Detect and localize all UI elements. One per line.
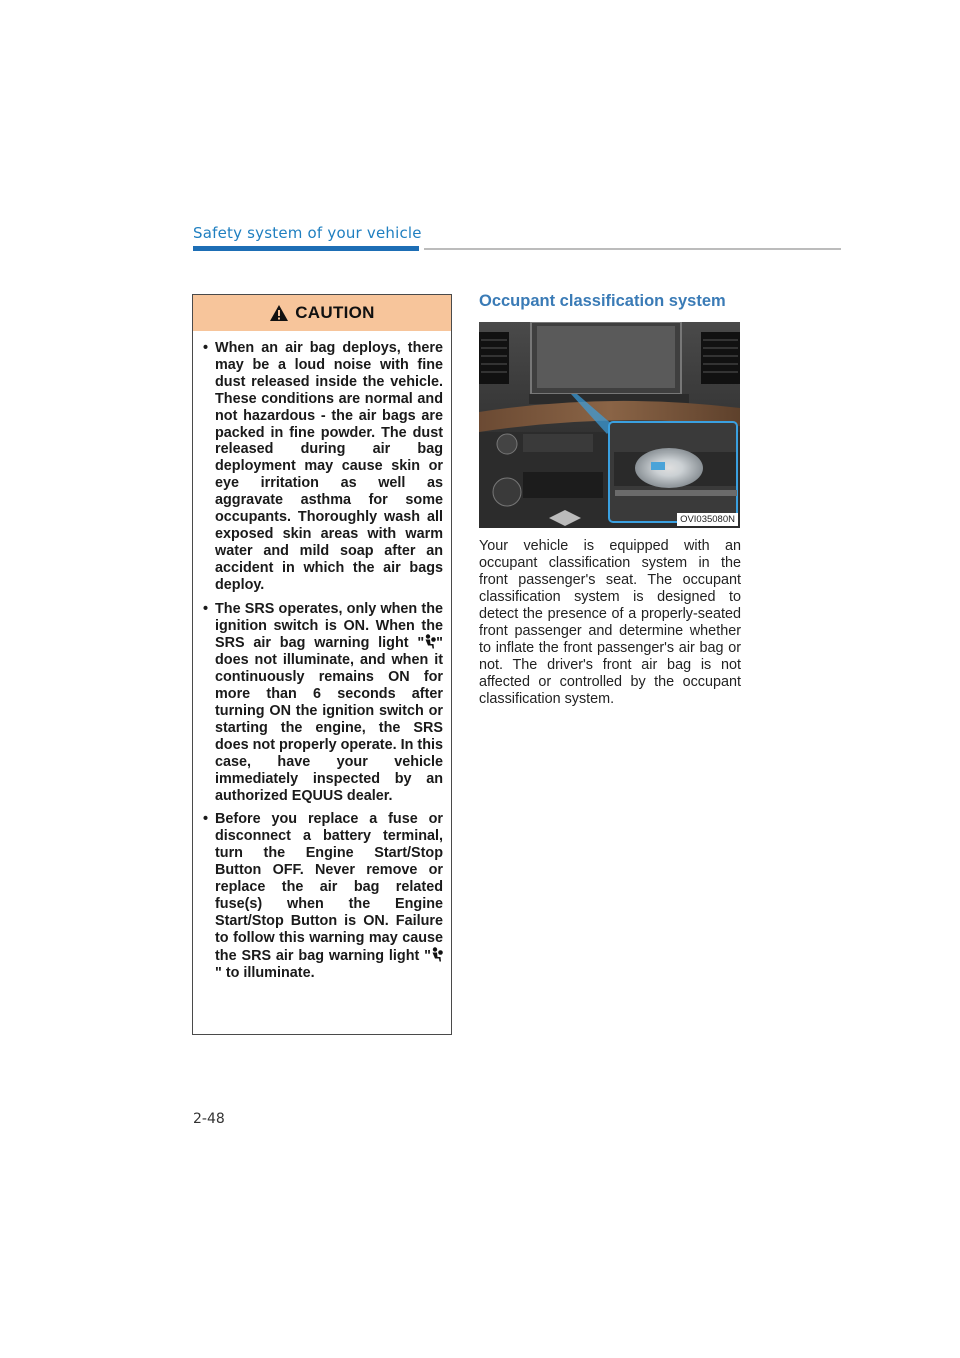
caution-item: • The SRS operates, only when the ignition switch is ON. When the SRS air bag warning light " " does not illuminate, and when it continuously remains ON for more than 6 seconds after turning ON the ignition switch or starting the engine, the SRS does not properly operate. In this case, have your vehicle immediately inspected by an authorized EQUUS dealer. — [203, 600, 443, 804]
image-code: OVI035080N — [677, 513, 738, 526]
body-paragraph: Your vehicle is equipped with an occupant classification system in the front passenger's seat. The occupant classification system is designed to detect the presence of a properly-seated front passenger and determine whether to inflate the front passenger's air bag or not. The driver's front air bag is not affected or controlled by the occupant classification system. — [479, 538, 741, 707]
airbag-warning-icon — [424, 634, 436, 649]
header-rule-accent — [193, 246, 419, 251]
warning-triangle-icon — [269, 304, 289, 322]
page-number: 2-48 — [193, 1111, 225, 1127]
section-header: Safety system of your vehicle — [193, 224, 422, 242]
airbag-warning-icon — [431, 947, 443, 962]
caution-header — [193, 295, 451, 331]
caution-list — [193, 331, 451, 982]
caution-item: • When an air bag deploys, there may be a loud noise with fine dust released inside the vehicle. These conditions are normal and not hazardous - the air bags are packed in fine powder. The dust released during air bag deployment may cause skin or eye irritation as well as aggravate asthma for some occupants. Thoroughly wash all exposed skin areas with warm water and mild soap after an accident in which the air bags deploy. — [203, 340, 443, 593]
caution-item: • Before you replace a fuse or disconnect a battery terminal, turn the Engine Start/Stop Button OFF. Never remove or replace the air bag related fuse(s) when the Engine Start/Stop Button is ON. Failure to follow this warning may cause the SRS air bag warning light "" to illuminate. — [203, 811, 443, 981]
header-rule — [424, 248, 841, 250]
caution-box — [192, 294, 452, 1035]
section-title: Occupant classification system — [479, 292, 726, 310]
dashboard-photo — [479, 322, 740, 528]
caution-title: CAUTION — [295, 303, 375, 322]
